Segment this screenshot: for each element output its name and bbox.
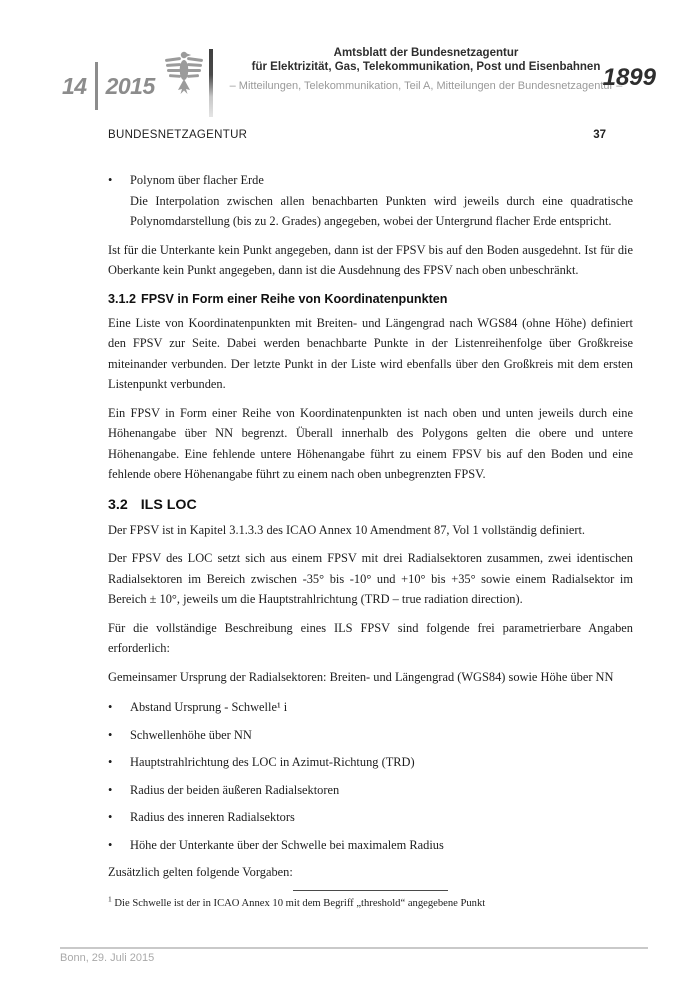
masthead-title-block xyxy=(224,46,628,93)
bullet-icon: • xyxy=(108,755,113,769)
masthead-title-line1: Amtsblatt der Bundesnetzagentur xyxy=(333,47,519,59)
paragraph-unterkante: Ist für die Unterkante kein Punkt angegeben, dann ist der FPSV bis auf den Boden ausgedehnt. Ist für die Oberkante kein Punkt angegeben, dann ist die Ausdehnung des FPSV nach oben unbeschränkt. xyxy=(108,242,633,277)
issue-separator xyxy=(95,62,98,110)
issue-block xyxy=(62,62,155,110)
bullet-icon: • xyxy=(108,837,113,852)
intro-bullet-title: Polynom über flacher Erde xyxy=(130,173,264,187)
list-item-text: Hauptstrahlrichtung des LOC in Azimut-Richtung (TRD) xyxy=(130,755,415,769)
bullet-icon: • xyxy=(108,173,113,187)
footnote-marker: 1 xyxy=(108,894,112,904)
issue-year: 2015 xyxy=(105,72,155,99)
masthead-page-number: 1899 xyxy=(602,64,656,91)
paragraph-vorgaben: Zusätzlich gelten folgende Vorgaben: xyxy=(108,865,293,879)
list-item xyxy=(108,807,633,828)
running-header-page-number: 37 xyxy=(593,129,606,141)
page-footer xyxy=(60,947,648,964)
bullet-icon: • xyxy=(108,727,113,742)
paragraph-icao-definition: Der FPSV ist in Kapitel 3.1.3.3 des ICAO Annex 10 Amendment 87, Vol 1 vollständig definiert. xyxy=(108,522,586,537)
bullet-icon: • xyxy=(108,810,113,824)
section-number: 3.1.2 xyxy=(108,291,137,306)
list-item-text: Höhe der Unterkante über der Schwelle bei maximalem Radius xyxy=(130,837,444,852)
masthead-subtitle: – Mitteilungen, Telekommunikation, Teil A, Mitteilungen der Bundesnetzagentur – xyxy=(229,80,623,92)
intro-bullet-body xyxy=(130,170,633,232)
intro-bullet-text: Die Interpolation zwischen allen benachbarten Punkten wird jeweils durch eine quadratische Polynomdarstellung (bis zu 2. Grades) angegeben, wobei der Untergrund flacher Erde entspricht. xyxy=(130,193,633,228)
bullet-icon: • xyxy=(108,782,113,797)
federal-eagle-icon xyxy=(164,48,204,96)
section-number: 3.2 xyxy=(108,496,128,513)
section-heading-3-1-2 xyxy=(108,291,633,307)
list-item xyxy=(108,725,633,746)
list-item xyxy=(108,835,633,856)
paragraph-hoehenangabe: Ein FPSV in Form einer Reihe von Koordinatenpunkten ist nach oben und unten jeweils durch eine Höhenangabe über NN begrenzt. Überall innerhalb des Polygons gelten die obere und untere Höhenangabe. Eine fehlende untere Höhenangabe führt zu einem FPSV bis auf den Boden und eine fehlende obere Höhenangabe führt zu einem nach oben unbegrenzten FPSV. xyxy=(108,405,633,481)
masthead xyxy=(0,22,700,108)
list-item xyxy=(108,752,633,773)
parameter-bullet-list xyxy=(108,697,633,855)
footnote-text: Die Schwelle ist der in ICAO Annex 10 mit dem Begriff „threshold“ angegebene Punkt xyxy=(111,897,486,909)
body-copy xyxy=(108,170,633,910)
list-item-text: Schwellenhöhe über NN xyxy=(130,727,252,742)
list-item-text: Radius der beiden äußeren Radialsektoren xyxy=(130,782,340,797)
section-title: FPSV in Form einer Reihe von Koordinatenpunkten xyxy=(141,291,448,306)
running-header xyxy=(108,129,633,141)
intro-bullet-item xyxy=(108,170,633,232)
issue-number: 14 xyxy=(62,72,87,99)
paragraph-koordinatenliste: Eine Liste von Koordinatenpunkten mit Breiten- und Längengrad nach WGS84 (ohne Höhe) definiert den FPSV zur Seite. Dabei werden benachbarte Punkte in der Listenreihenfolge über Großkreise miteinander verbunden. Der letzte Punkt in der Liste wird ebenfalls über den Großkreis mit dem ersten Listenpunkt verbunden. xyxy=(108,315,633,391)
section-title: ILS LOC xyxy=(140,496,197,513)
paragraph-beschreibung: Für die vollständige Beschreibung eines ILS FPSV sind folgende frei parametrierbare Angaben erforderlich: xyxy=(108,620,633,655)
paragraph-radialsektoren: Der FPSV des LOC setzt sich aus einem FPSV mit drei Radialsektoren zusammen, zwei identischen Radialsektoren im Bereich zwischen -35° bis -10° und +10° bis +35° sowie einem Radialsektor im Bereich ± 10°, jeweils um die Hauptstrahlrichtung (TRD – true radiation direction). xyxy=(108,551,633,606)
list-item xyxy=(108,697,633,718)
list-item-text: Radius des inneren Radialsektors xyxy=(130,810,295,824)
bullet-icon: • xyxy=(108,700,113,714)
list-item xyxy=(108,780,633,801)
footer-dateline: Bonn, 29. Juli 2015 xyxy=(60,952,155,964)
masthead-divider-bar xyxy=(209,49,213,117)
paragraph-ursprung: Gemeinsamer Ursprung der Radialsektoren: Breiten- und Längengrad (WGS84) sowie Höhe über NN xyxy=(108,669,614,684)
footnote-rule xyxy=(293,890,448,891)
footer-rule xyxy=(60,947,648,949)
footnote xyxy=(108,894,633,910)
list-item-text: Abstand Ursprung - Schwelle¹ i xyxy=(130,700,288,714)
running-header-agency: BUNDESNETZAGENTUR xyxy=(108,129,248,141)
masthead-title-line2: für Elektrizität, Gas, Telekommunikation, Post und Eisenbahnen xyxy=(251,61,601,73)
section-heading-3-2 xyxy=(108,496,633,514)
